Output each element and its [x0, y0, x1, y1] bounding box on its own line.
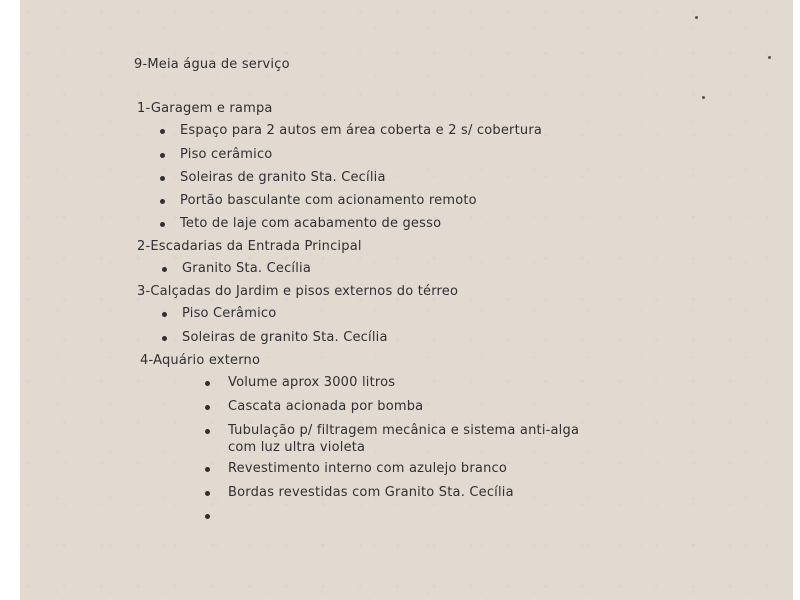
bullet-icon	[162, 336, 167, 341]
bullet-icon	[205, 405, 210, 410]
bullet-icon	[205, 429, 210, 434]
bullet-icon	[162, 312, 167, 317]
scanned-page	[20, 0, 793, 600]
section-title-calcadas: 3-Calçadas do Jardim e pisos externos do térreo	[137, 284, 459, 299]
bullet-icon	[205, 467, 210, 472]
bullet-icon	[162, 267, 167, 272]
list-item: Piso Cerâmico	[182, 306, 277, 321]
list-item: Volume aprox 3000 litros	[228, 375, 396, 390]
list-item: Portão basculante com acionamento remoto	[180, 193, 477, 208]
section-title-garagem: 1-Garagem e rampa	[137, 101, 273, 116]
list-item: Tubulação p/ filtragem mecânica e sistema anti-alga	[228, 423, 580, 438]
list-item: Cascata acionada por bomba	[228, 399, 424, 414]
page-heading: 9-Meia água de serviço	[134, 57, 290, 72]
bullet-icon	[160, 129, 165, 134]
list-item: Soleiras de granito Sta. Cecília	[180, 170, 386, 185]
list-item: Bordas revestidas com Granito Sta. Cecília	[228, 485, 514, 500]
list-item: Piso cerâmico	[180, 147, 273, 162]
list-item: Espaço para 2 autos em área coberta e 2 s/ cobertura	[180, 123, 543, 138]
bullet-icon	[205, 514, 210, 519]
bullet-icon	[160, 222, 165, 227]
bullet-icon	[160, 153, 165, 158]
bullet-icon	[205, 491, 210, 496]
list-item: Soleiras de granito Sta. Cecília	[182, 330, 388, 345]
bullet-icon	[160, 176, 165, 181]
section-title-aquario: 4-Aquário externo	[140, 353, 261, 368]
list-item: Granito Sta. Cecília	[182, 261, 312, 276]
section-title-escadarias: 2-Escadarias da Entrada Principal	[137, 239, 362, 254]
scan-speck	[702, 96, 705, 99]
list-item-continuation: com luz ultra violeta	[228, 440, 366, 455]
list-item: Teto de laje com acabamento de gesso	[180, 216, 442, 231]
scan-speck	[768, 56, 771, 59]
bullet-icon	[160, 199, 165, 204]
list-item: Revestimento interno com azulejo branco	[228, 461, 508, 476]
scan-speck	[695, 16, 698, 19]
bullet-icon	[205, 381, 210, 386]
